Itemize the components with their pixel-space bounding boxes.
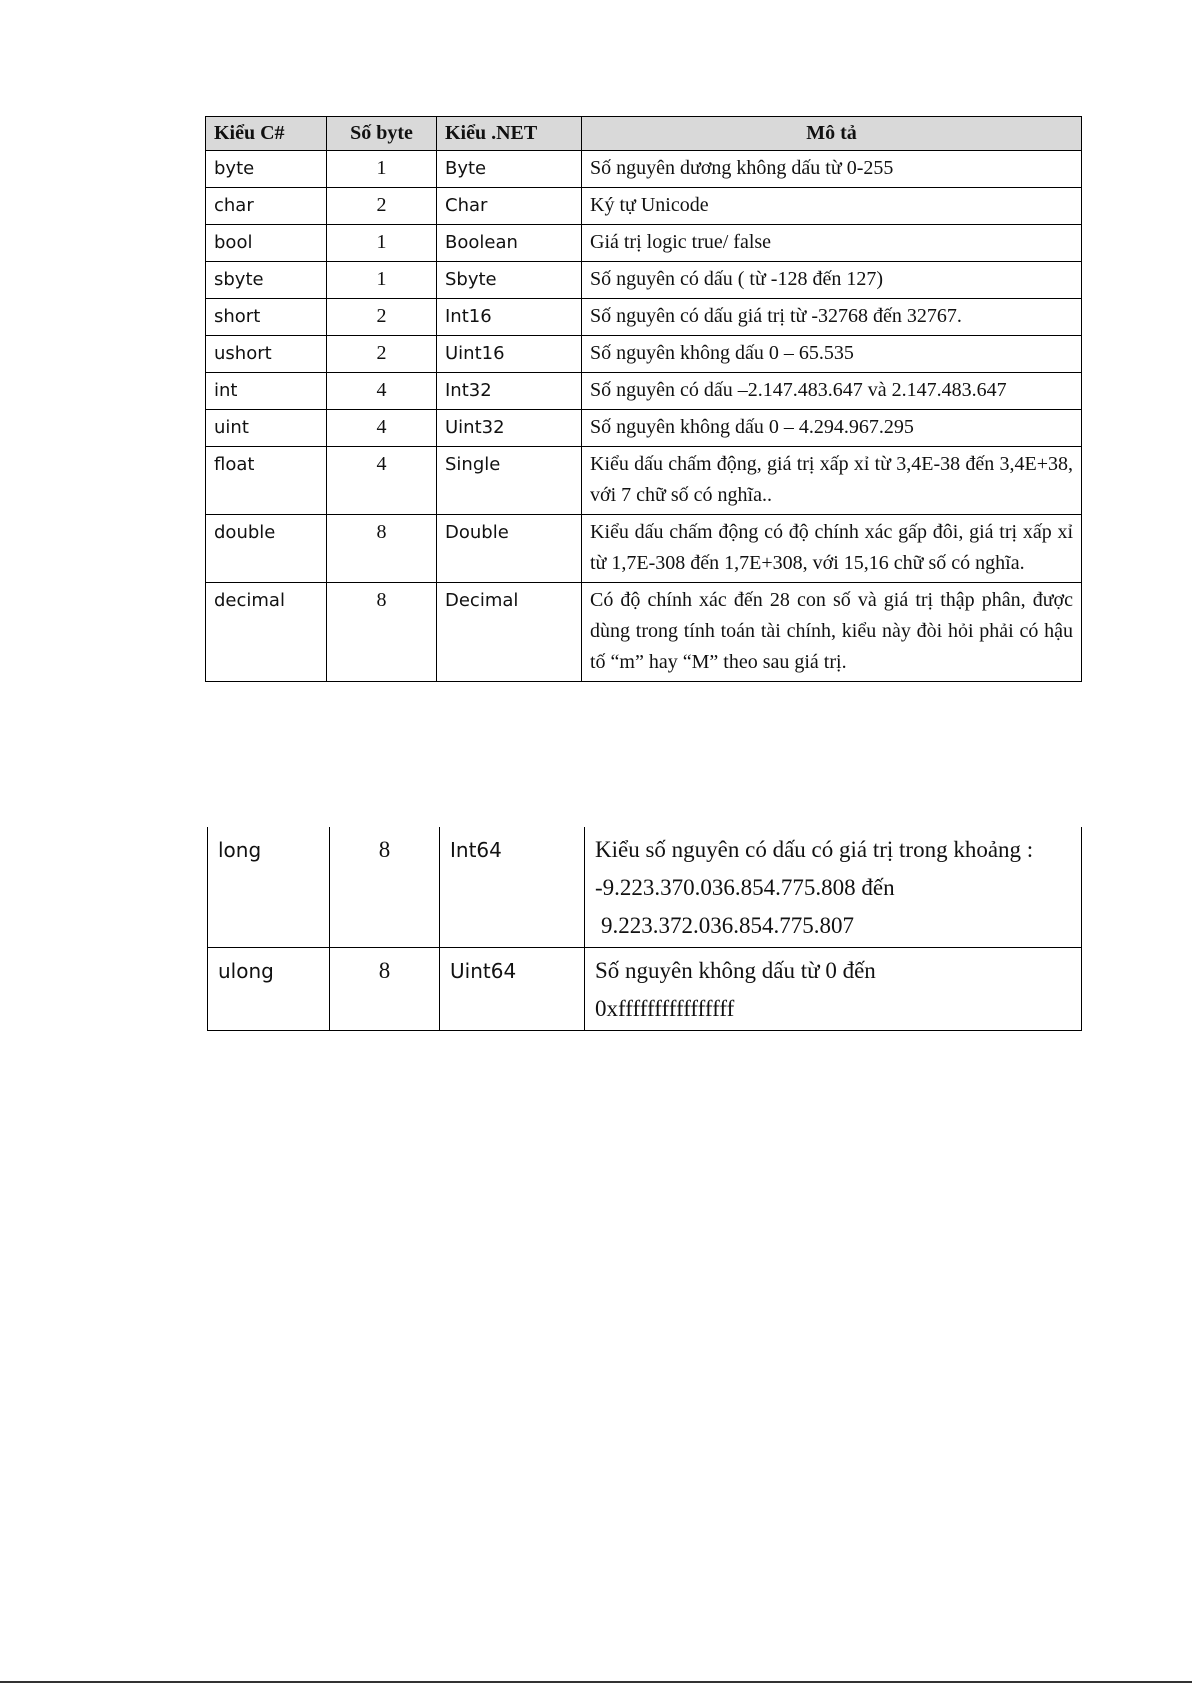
cell-description: [585, 948, 1082, 1031]
cell-description: Kiểu dấu chấm động có độ chính xác gấp đôi, giá trị xấp xỉ từ 1,7E-308 đến 1,7E+308, với 15,16 chữ số có nghĩa.: [582, 515, 1082, 583]
description-line: Kiểu số nguyên có dấu có giá trị trong khoảng :: [595, 837, 1034, 862]
description-line: -9.223.370.036.854.775.808 đến: [595, 875, 895, 900]
cell-description: Số nguyên không dấu 0 – 65.535: [582, 336, 1082, 373]
header-byte-count: Số byte: [327, 117, 437, 151]
cell-dotnet-type: Char: [437, 188, 582, 225]
table-row: [206, 410, 1082, 447]
cell-byte-count: 8: [330, 827, 440, 948]
table-row: [206, 447, 1082, 515]
cell-dotnet-type: Decimal: [437, 583, 582, 682]
header-dotnet-type: Kiểu .NET: [437, 117, 582, 151]
table-row: [206, 151, 1082, 188]
table-row: [208, 948, 1082, 1031]
cell-dotnet-type: Boolean: [437, 225, 582, 262]
cell-dotnet-type: Uint32: [437, 410, 582, 447]
table-row: [206, 188, 1082, 225]
cell-csharp-type: int: [206, 373, 327, 410]
cell-byte-count: 4: [327, 373, 437, 410]
header-description: Mô tả: [582, 117, 1082, 151]
cell-csharp-type: short: [206, 299, 327, 336]
cell-dotnet-type: Sbyte: [437, 262, 582, 299]
cell-byte-count: 8: [327, 583, 437, 682]
cell-dotnet-type: Uint16: [437, 336, 582, 373]
table-row: [206, 262, 1082, 299]
cell-csharp-type: long: [208, 827, 330, 948]
cell-csharp-type: decimal: [206, 583, 327, 682]
cell-csharp-type: double: [206, 515, 327, 583]
cell-dotnet-type: Int32: [437, 373, 582, 410]
cell-byte-count: 4: [327, 447, 437, 515]
cell-csharp-type: sbyte: [206, 262, 327, 299]
cell-description: Giá trị logic true/ false: [582, 225, 1082, 262]
cell-byte-count: 2: [327, 299, 437, 336]
table-row: [206, 515, 1082, 583]
header-csharp-type: Kiểu C#: [206, 117, 327, 151]
cell-dotnet-type: Byte: [437, 151, 582, 188]
cell-byte-count: 1: [327, 151, 437, 188]
cell-byte-count: 1: [327, 225, 437, 262]
table-row: [206, 583, 1082, 682]
table-header-row: [206, 117, 1082, 151]
cell-description: Số nguyên không dấu 0 – 4.294.967.295: [582, 410, 1082, 447]
cell-dotnet-type: Double: [437, 515, 582, 583]
cell-csharp-type: uint: [206, 410, 327, 447]
table-row: [206, 336, 1082, 373]
cell-description: Ký tự Unicode: [582, 188, 1082, 225]
cell-description: [585, 827, 1082, 948]
cell-description: Có độ chính xác đến 28 con số và giá trị thập phân, được dùng trong tính toán tài chính, kiểu này đòi hỏi phải có hậu tố “m” hay “M” theo sau giá trị.: [582, 583, 1082, 682]
cell-description: Số nguyên có dấu ( từ -128 đến 127): [582, 262, 1082, 299]
table-row: [208, 827, 1082, 948]
cell-byte-count: 1: [327, 262, 437, 299]
cell-csharp-type: byte: [206, 151, 327, 188]
cell-dotnet-type: Single: [437, 447, 582, 515]
table-row: [206, 225, 1082, 262]
data-types-table: [205, 116, 1082, 682]
cell-csharp-type: ushort: [206, 336, 327, 373]
cell-byte-count: 2: [327, 336, 437, 373]
cell-description: Kiểu dấu chấm động, giá trị xấp xỉ từ 3,4E-38 đến 3,4E+38, với 7 chữ số có nghĩa..: [582, 447, 1082, 515]
cell-byte-count: 8: [327, 515, 437, 583]
cell-byte-count: 4: [327, 410, 437, 447]
cell-dotnet-type: Uint64: [440, 948, 585, 1031]
cell-byte-count: 2: [327, 188, 437, 225]
data-types-table-continued: [207, 827, 1082, 1031]
table-row: [206, 373, 1082, 410]
cell-description: Số nguyên có dấu giá trị từ -32768 đến 32767.: [582, 299, 1082, 336]
cell-csharp-type: float: [206, 447, 327, 515]
cell-csharp-type: ulong: [208, 948, 330, 1031]
cell-csharp-type: char: [206, 188, 327, 225]
cell-description: Số nguyên có dấu –2.147.483.647 và 2.147.483.647: [582, 373, 1082, 410]
cell-byte-count: 8: [330, 948, 440, 1031]
cell-description: Số nguyên dương không dấu từ 0-255: [582, 151, 1082, 188]
description-line: Số nguyên không dấu từ 0 đến: [595, 958, 876, 983]
description-line: 9.223.372.036.854.775.807: [601, 913, 854, 938]
description-line: 0xffffffffffffffff: [595, 996, 735, 1021]
cell-csharp-type: bool: [206, 225, 327, 262]
cell-dotnet-type: Int16: [437, 299, 582, 336]
cell-dotnet-type: Int64: [440, 827, 585, 948]
table-row: [206, 299, 1082, 336]
page-bottom-edge: [0, 1681, 1192, 1683]
